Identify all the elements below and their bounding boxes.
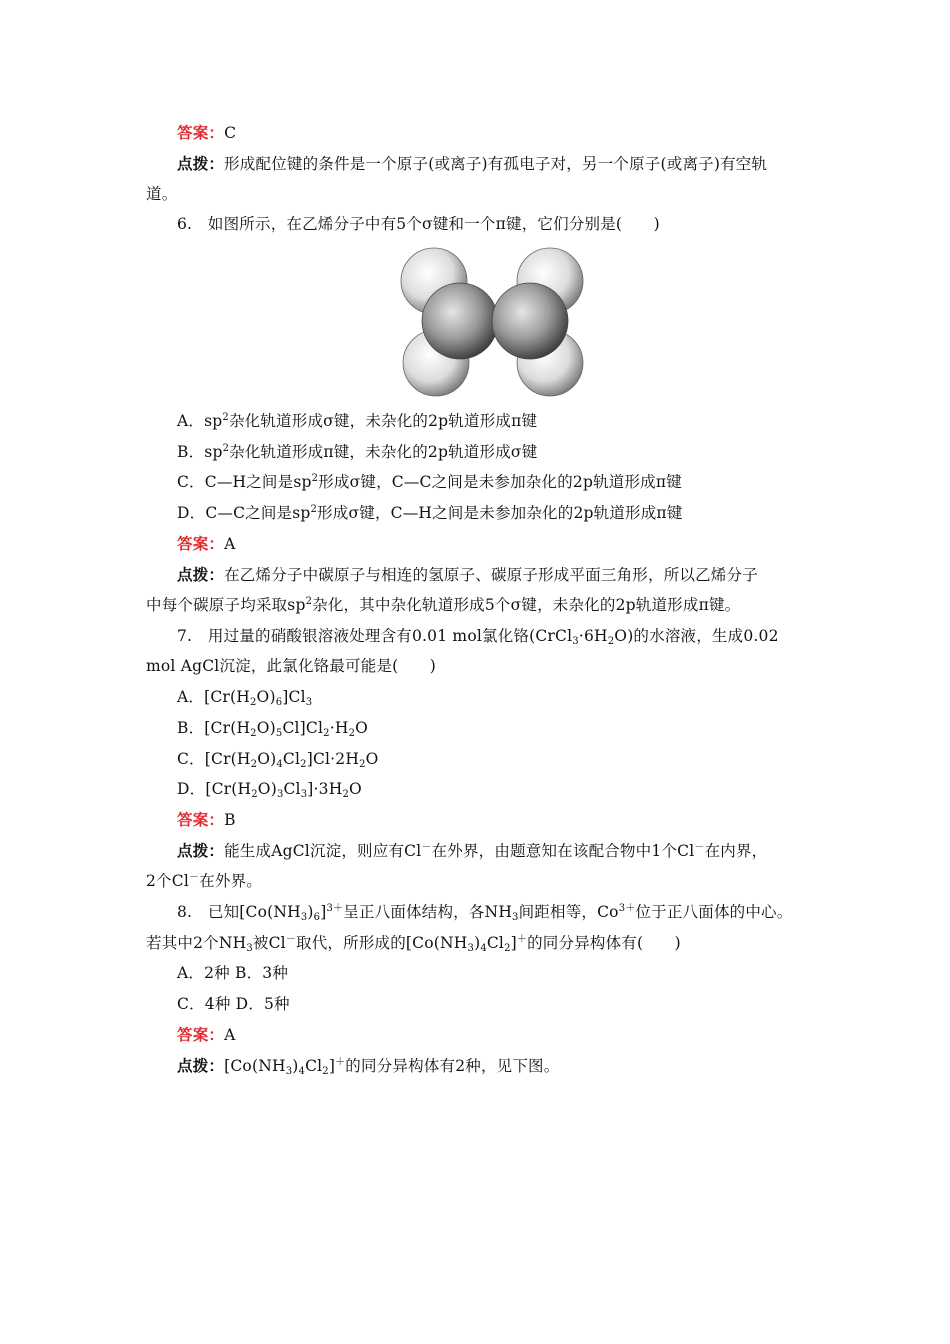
q8-options-cd: C．4种 D．5种	[177, 995, 290, 1013]
q6-answer	[0, 531, 950, 557]
q7-answer	[0, 807, 950, 833]
q7-stem-line-1: 7. 用过量的硝酸银溶液处理含有0.01 mol氯化铬$(CrCl_3\cdot 6H_2O)$的水溶液，生成0.02	[177, 627, 779, 647]
q7-option-a: A．$[Cr(H_2O)_6]Cl_3$	[177, 688, 313, 708]
q5-hint-line-1	[0, 151, 950, 177]
q8-hint: 点拨：$[Co(NH_3)_4Cl_2]^+$的同分异构体有2种，见下图。	[177, 1056, 560, 1077]
hint-label: 点拨：	[177, 565, 225, 584]
q7-stem-line-2: mol AgCl沉淀，此氯化铬最可能是( )	[146, 657, 437, 675]
q6-hint-line-1	[0, 562, 950, 588]
q6-option-b: B．$sp^2$杂化轨道形成π键，未杂化的2p轨道形成σ键	[177, 443, 538, 461]
q5-hint-line-2	[0, 181, 950, 207]
hint-text: 道。	[146, 185, 178, 203]
answer-value: A	[224, 1026, 236, 1044]
q6-stem	[0, 211, 950, 237]
q8-answer	[0, 1022, 950, 1048]
answer-label: 答案：	[177, 123, 225, 142]
q7-option-b: B．$[Cr(H_2O)_5Cl]Cl_2\cdot H_2O$	[177, 719, 369, 739]
hint-text: 在乙烯分子中碳原子与相连的氢原子、碳原子形成平面三角形，所以乙烯分子	[224, 566, 758, 584]
answer-value: A	[224, 535, 236, 553]
q7-option-c: C．$[Cr(H_2O)_4Cl_2]Cl\cdot 2H_2O$	[177, 750, 379, 770]
q7-option-d: D．$[Cr(H_2O)_3Cl_3]\cdot 3H_2O$	[177, 780, 362, 800]
answer-label: 答案：	[177, 534, 225, 553]
q8-stem-line-1: 8. 已知$[Co(NH_3)_6]^{3+}$呈正八面体结构，各$NH_3$间距相等，$Co^{3+}$位于正八面体的中心。	[177, 903, 793, 923]
ethylene-ball-model-icon	[395, 244, 591, 400]
question-text: 6. 如图所示，在乙烯分子中有5个σ键和一个π键，它们分别是( )	[177, 215, 660, 233]
hint-label: 点拨：	[177, 154, 225, 173]
q6-option-d: D．C—C之间是$sp^2$形成σ键，C—H之间是未参加杂化的2p轨道形成π键	[177, 504, 683, 522]
answer-value: B	[224, 811, 236, 829]
q7-hint-line-1: 点拨：能生成AgCl沉淀，则应有Cl－在外界，由题意知在该配合物中1个Cl－在内界，	[177, 841, 768, 860]
hint-text: 形成配位键的条件是一个原子(或离子)有孤电子对，另一个原子(或离子)有空轨	[224, 155, 768, 173]
hint-label: 点拨：	[177, 841, 225, 860]
q7-hint-line-2: 2个Cl－在外界。	[146, 872, 262, 890]
hint-label: 点拨：	[177, 1056, 225, 1075]
q8-options-ab: A．2种 B．3种	[177, 964, 289, 982]
q5-answer	[0, 120, 950, 146]
q6-option-c: C．C—H之间是$sp^2$形成σ键，C—C之间是未参加杂化的2p轨道形成π键	[177, 473, 682, 491]
q6-hint-line-2: 中每个碳原子均采取$sp^2$杂化，其中杂化轨道形成5个σ键，未杂化的2p轨道形成π键。	[146, 596, 741, 614]
q8-stem-line-2: 若其中2个$NH_3$被Cl－取代，所形成的$[Co(NH_3)_4Cl_2]^+$的同分异构体有( )	[146, 934, 681, 954]
answer-label: 答案：	[177, 1025, 225, 1044]
answer-label: 答案：	[177, 810, 225, 829]
carbon-atom	[492, 283, 568, 359]
q6-option-a: A．$sp^2$杂化轨道形成σ键，未杂化的2p轨道形成π键	[177, 412, 538, 430]
answer-value: C	[224, 124, 237, 142]
carbon-atom	[422, 283, 498, 359]
